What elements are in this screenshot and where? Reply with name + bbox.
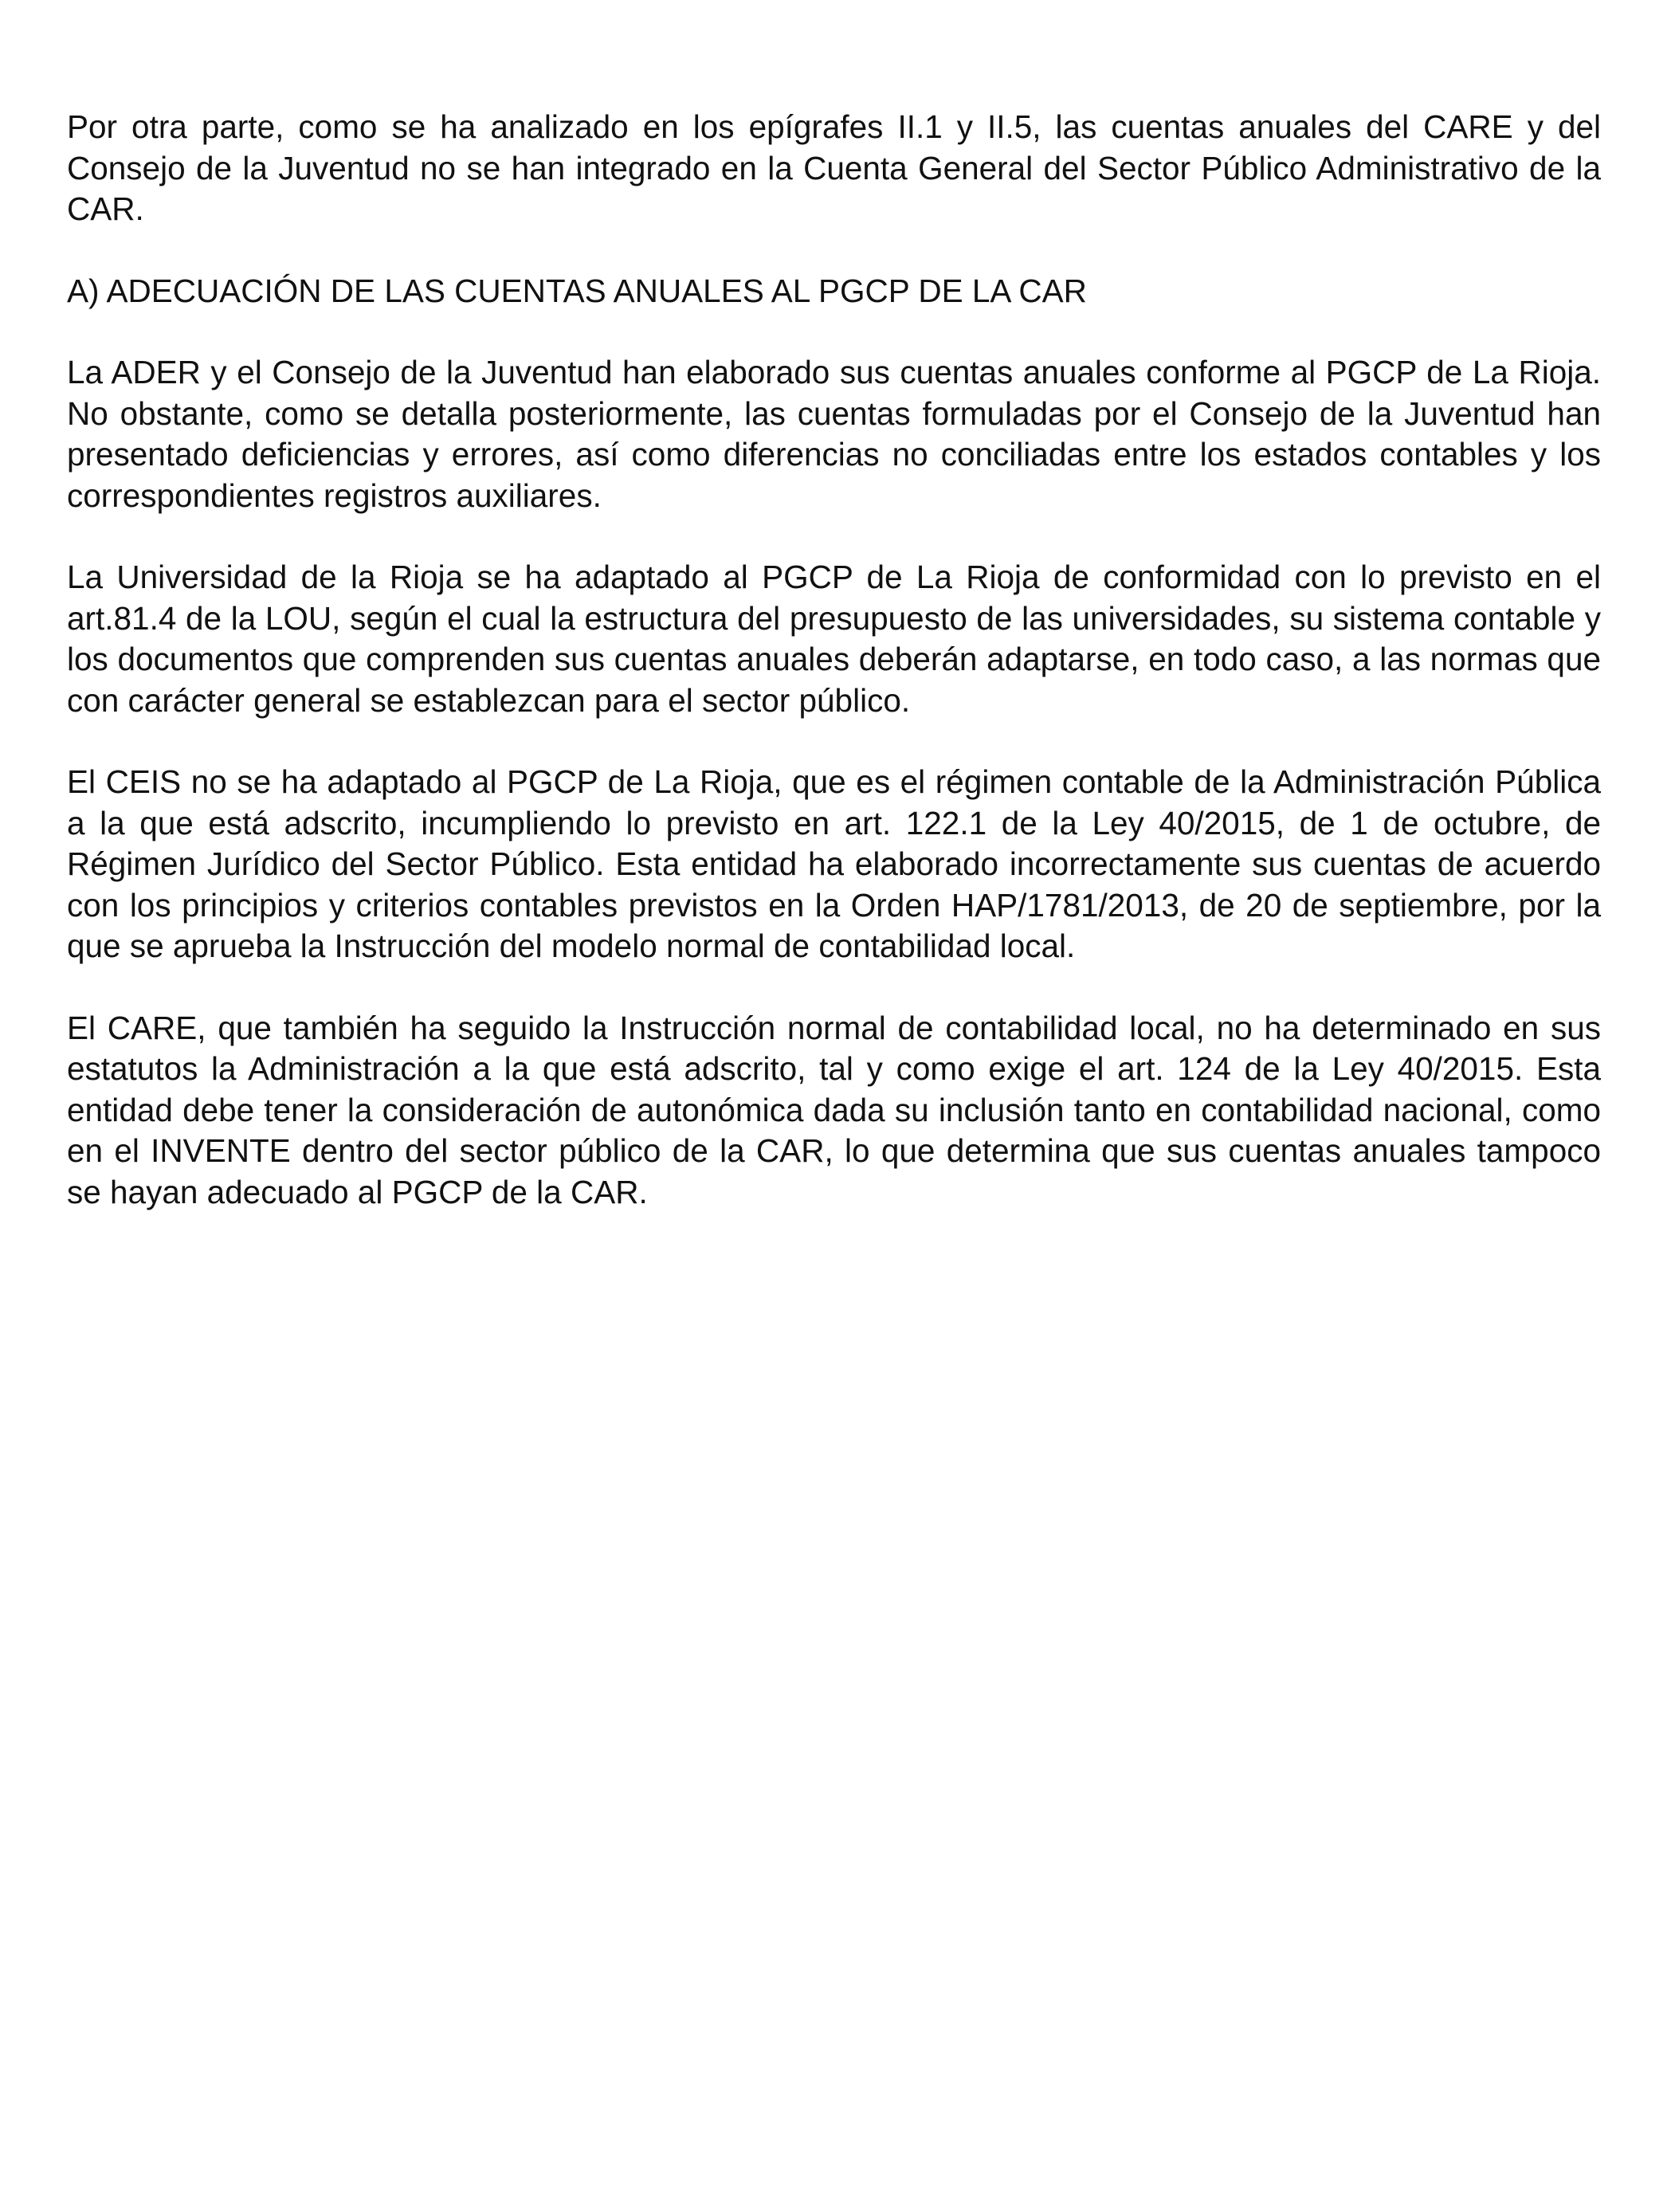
- spacer: [67, 721, 1601, 762]
- paragraph-care: El CARE, que también ha seguido la Instrucción normal de contabilidad local, no ha determinado en sus estatutos la Administración a la que está adscrito, tal y como exige el art. 124 de la Ley 40/2015. Esta entidad debe tener la consideración de autonómica dada su inclusión tanto en contabilidad nacional, como en el INVENTE dentro del sector público de la CAR, lo que determina que sus cuentas anuales tampoco se hayan adecuado al PGCP de la CAR.: [67, 1009, 1601, 1210]
- section-heading: A) ADECUACIÓN DE LAS CUENTAS ANUALES AL PGCP DE LA CAR: [67, 272, 1087, 309]
- paragraph-integration-note: Por otra parte, como se ha analizado en los epígrafes II.1 y II.5, las cuentas anuales del CARE y del Consejo de la Juventud no se han integrado en la Cuenta General del Sector Público Administrativo de la CAR.: [67, 108, 1601, 227]
- paragraph-universidad: La Universidad de la Rioja se ha adaptado al PGCP de La Rioja de conformidad con lo previsto en el art.81.4 de la LOU, según el cual la estructura del presupuesto de las universidades, su sistema contable y los documentos que comprenden sus cuentas anuales deberán adaptarse, en todo caso, a las normas que con carácter general se establezcan para el sector público.: [67, 559, 1601, 719]
- spacer: [67, 312, 1601, 352]
- spacer: [67, 516, 1601, 557]
- spacer: [67, 230, 1601, 271]
- document-page: [67, 107, 1601, 1213]
- paragraph-ceis: El CEIS no se ha adaptado al PGCP de La Rioja, que es el régimen contable de la Administración Pública a la que está adscrito, incumpliendo lo previsto en art. 122.1 de la Ley 40/2015, de 1 de octubre, de Régimen Jurídico del Sector Público. Esta entidad ha elaborado incorrectamente sus cuentas de acuerdo con los principios y criterios contables previstos en la Orden HAP/1781/2013, de 20 de septiembre, por la que se aprueba la Instrucción del modelo normal de contabilidad local.: [67, 763, 1601, 964]
- paragraph-ader-consejo: La ADER y el Consejo de la Juventud han elaborado sus cuentas anuales conforme al PGCP de La Rioja. No obstante, como se detalla posteriormente, las cuentas formuladas por el Consejo de la Juventud han presentado deficiencias y errores, así como diferencias no conciliadas entre los estados contables y los correspondientes registros auxiliares.: [67, 354, 1601, 514]
- spacer: [67, 967, 1601, 1008]
